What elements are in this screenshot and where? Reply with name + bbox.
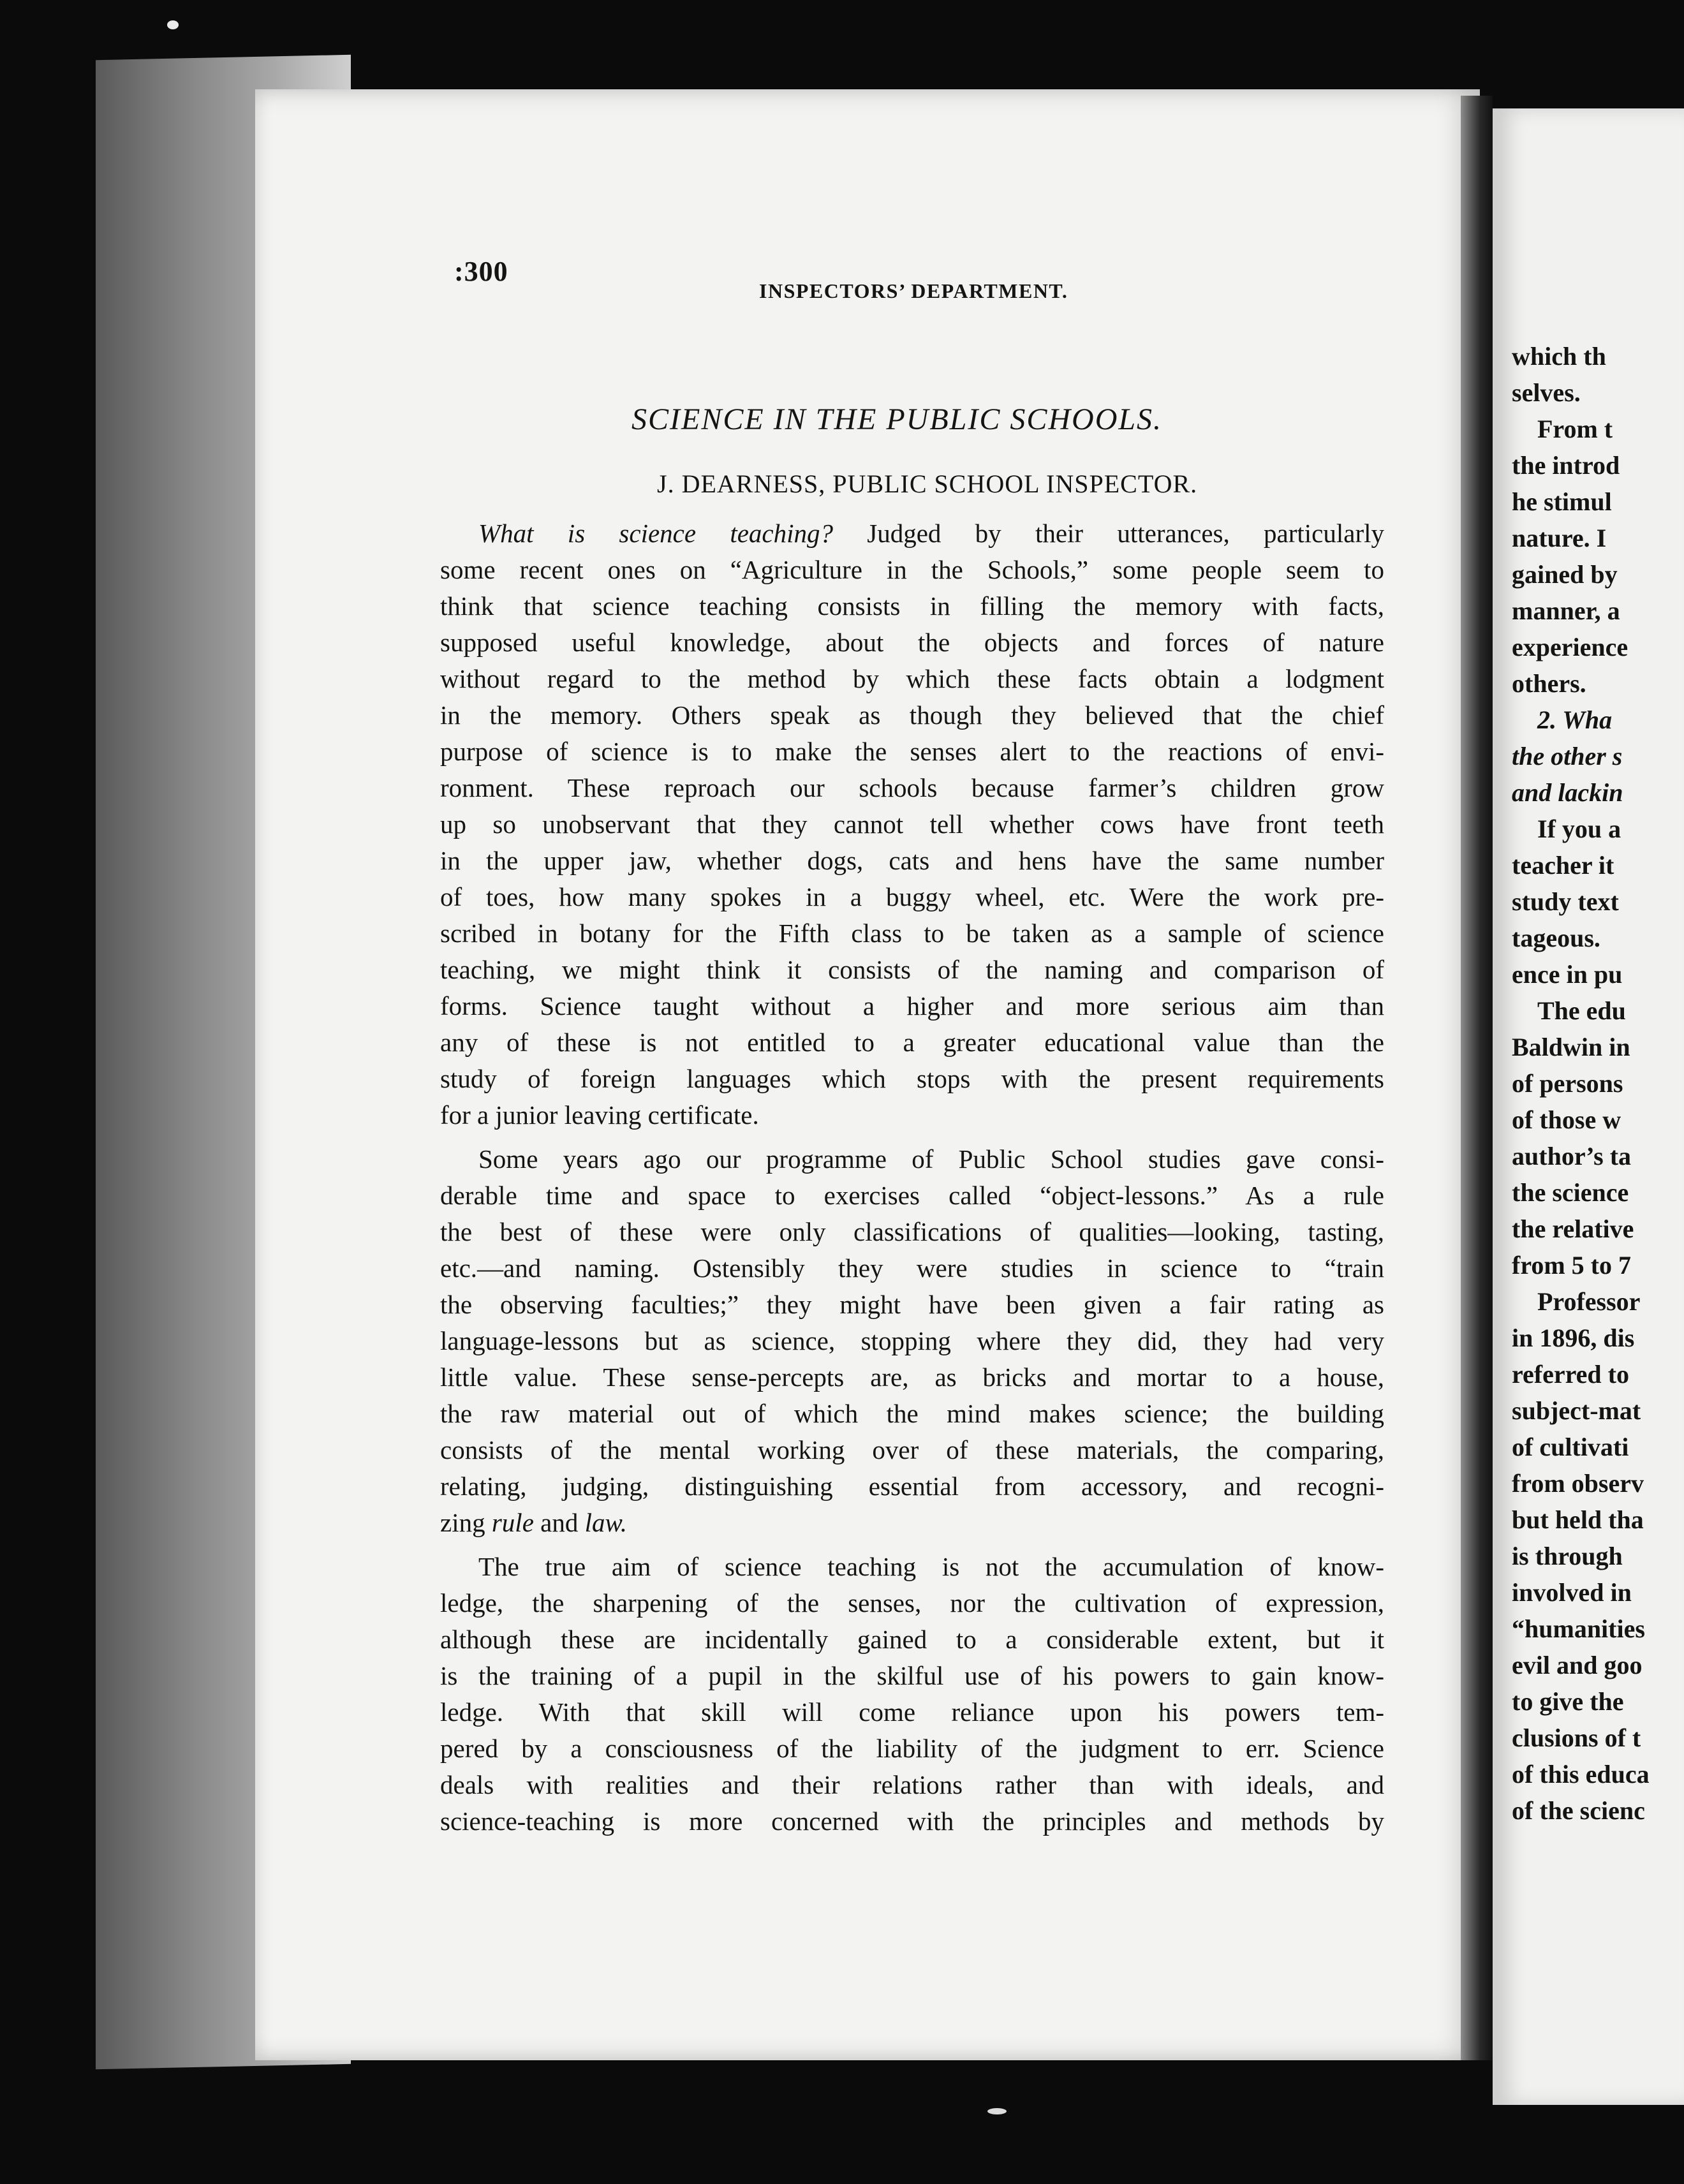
text-line: from observ: [1512, 1469, 1644, 1498]
text-line: of those w: [1512, 1105, 1621, 1134]
text-line: [440, 1505, 1384, 1541]
text-line: tageous.: [1512, 924, 1600, 952]
scan-speck: [987, 2108, 1007, 2114]
running-header: INSPECTORS’ DEPARTMENT.: [759, 279, 1068, 302]
text-line: ledge. With that skill will come reliance upon his powers tem-: [440, 1697, 1384, 1727]
text-line: of the scienc: [1512, 1796, 1645, 1825]
text-line: ronment. These reproach our schools because farmer’s children grow: [440, 773, 1384, 802]
text-line: author’s ta: [1512, 1142, 1632, 1170]
text-line: which th: [1512, 342, 1606, 371]
text-line: any of these is not entitled to a greater educational value than the: [440, 1028, 1384, 1057]
text-line: subject-mat: [1512, 1396, 1641, 1425]
text-line: scribed in botany for the Fifth class to be taken as a sample of science: [440, 919, 1384, 948]
opening-question: What is science teaching?: [478, 519, 833, 548]
text-line: nature. I: [1512, 524, 1607, 552]
text-line: The true aim of science teaching is not the accumulation of know-: [478, 1552, 1384, 1581]
text-line: Professor: [1537, 1287, 1641, 1316]
text-line: teaching, we might think it consists of the naming and comparison of: [440, 955, 1384, 984]
right-page: [1493, 108, 1684, 2105]
text-line: the observing faculties;” they might have been given a fair rating as: [440, 1290, 1384, 1319]
text-line: experience: [1512, 633, 1629, 661]
text-line: of this educa: [1512, 1760, 1650, 1789]
text-span-italic: law.: [584, 1508, 628, 1537]
text-line: of toes, how many spokes in a buggy wheel, etc. Were the work pre-: [440, 882, 1384, 911]
text-line: the best of these were only classifications of qualities—looking, tasting,: [440, 1217, 1384, 1246]
text-line: the relative: [1512, 1214, 1634, 1243]
text-span: Judged by their utterances, particularly: [833, 519, 1384, 548]
text-line: consists of the mental working over of these materials, the comparing,: [440, 1435, 1384, 1465]
text-line: the introd: [1512, 451, 1620, 480]
text-line: 2. Wha: [1537, 705, 1613, 734]
text-line: little value. These sense-percepts are, as bricks and mortar to a house,: [440, 1362, 1384, 1392]
text-line: relating, judging, distinguishing essential from accessory, and recogni-: [440, 1472, 1384, 1501]
text-line: “humanities: [1512, 1614, 1645, 1643]
page-number: :300: [454, 256, 508, 287]
text-line: and lackin: [1512, 778, 1623, 807]
text-line: to give the: [1512, 1687, 1624, 1716]
text-line: some recent ones on “Agriculture in the Schools,” some people seem to: [440, 555, 1384, 584]
text-span: and: [533, 1508, 585, 1537]
text-line: deals with realities and their relations rather than with ideals, and: [440, 1770, 1384, 1799]
text-line: for a junior leaving certificate.: [440, 1100, 759, 1130]
article-title: SCIENCE IN THE PUBLIC SCHOOLS.: [632, 402, 1163, 436]
text-line: is the training of a pupil in the skilful use of his powers to gain know-: [440, 1661, 1384, 1690]
text-line: From t: [1537, 415, 1613, 443]
text-line: manner, a: [1512, 596, 1620, 625]
text-line: study text: [1512, 887, 1619, 916]
text-line: etc.—and naming. Ostensibly they were studies in science to “train: [440, 1253, 1384, 1283]
text-line: evil and goo: [1512, 1651, 1643, 1679]
text-line: science-teaching is more concerned with the principles and methods by: [440, 1806, 1384, 1836]
text-line: derable time and space to exercises called “object-lessons.” As a rule: [440, 1181, 1384, 1210]
text-line: selves.: [1512, 378, 1581, 407]
text-line: purpose of science is to make the senses alert to the reactions of envi-: [440, 737, 1384, 766]
text-span: zing: [440, 1508, 492, 1537]
text-line: of persons: [1512, 1069, 1623, 1098]
text-line: ence in pu: [1512, 960, 1623, 989]
text-line: think that science teaching consists in filling the memory with facts,: [440, 591, 1384, 621]
text-line: is through: [1512, 1542, 1623, 1570]
right-page-text: [1512, 338, 1684, 1829]
article-byline: J. DEARNESS, PUBLIC SCHOOL INSPECTOR.: [657, 469, 1198, 498]
text-line: up so unobservant that they cannot tell whether cows have front teeth: [440, 809, 1384, 839]
text-line: of cultivati: [1512, 1433, 1629, 1461]
text-line: forms. Science taught without a higher and more serious aim than: [440, 991, 1384, 1021]
text-line: gained by: [1512, 560, 1618, 589]
text-line: but held tha: [1512, 1505, 1644, 1534]
text-line: without regard to the method by which these facts obtain a lodgment: [440, 664, 1384, 693]
text-line: referred to: [1512, 1360, 1629, 1389]
text-line: the raw material out of which the mind makes science; the building: [440, 1399, 1384, 1428]
text-line: the science: [1512, 1178, 1629, 1207]
text-line: in 1896, dis: [1512, 1324, 1635, 1352]
text-line: ledge, the sharpening of the senses, nor the cultivation of expression,: [440, 1588, 1384, 1618]
text-line: teacher it: [1512, 851, 1614, 880]
text-line: involved in: [1512, 1578, 1632, 1607]
text-line: although these are incidentally gained to a considerable extent, but it: [440, 1625, 1384, 1654]
book-gutter: [1461, 96, 1493, 2060]
text-line: in the memory. Others speak as though they believed that the chief: [440, 700, 1384, 730]
text-line: The edu: [1537, 996, 1626, 1025]
text-line: Baldwin in: [1512, 1033, 1630, 1061]
text-line: clusions of t: [1512, 1723, 1641, 1752]
text-line: he stimul: [1512, 487, 1612, 516]
text-line: pered by a consciousness of the liability of the judgment to err. Science: [440, 1734, 1384, 1763]
text-line: others.: [1512, 669, 1586, 698]
text-line: study of foreign languages which stops with the present requirements: [440, 1064, 1384, 1093]
text-line: [440, 515, 1384, 552]
text-line: language-lessons but as science, stopping where they did, they had very: [440, 1326, 1384, 1355]
text-line: from 5 to 7: [1512, 1251, 1631, 1280]
text-line: Some years ago our programme of Public School studies gave consi-: [478, 1144, 1384, 1174]
text-line: the other s: [1512, 742, 1623, 771]
text-line: in the upper jaw, whether dogs, cats and hens have the same number: [440, 846, 1384, 875]
text-line: If you a: [1537, 815, 1621, 843]
text-line: supposed useful knowledge, about the objects and forces of nature: [440, 628, 1384, 657]
scan-speck: [167, 20, 179, 29]
article-body: [440, 515, 1384, 1840]
text-span-italic: rule: [491, 1508, 534, 1537]
